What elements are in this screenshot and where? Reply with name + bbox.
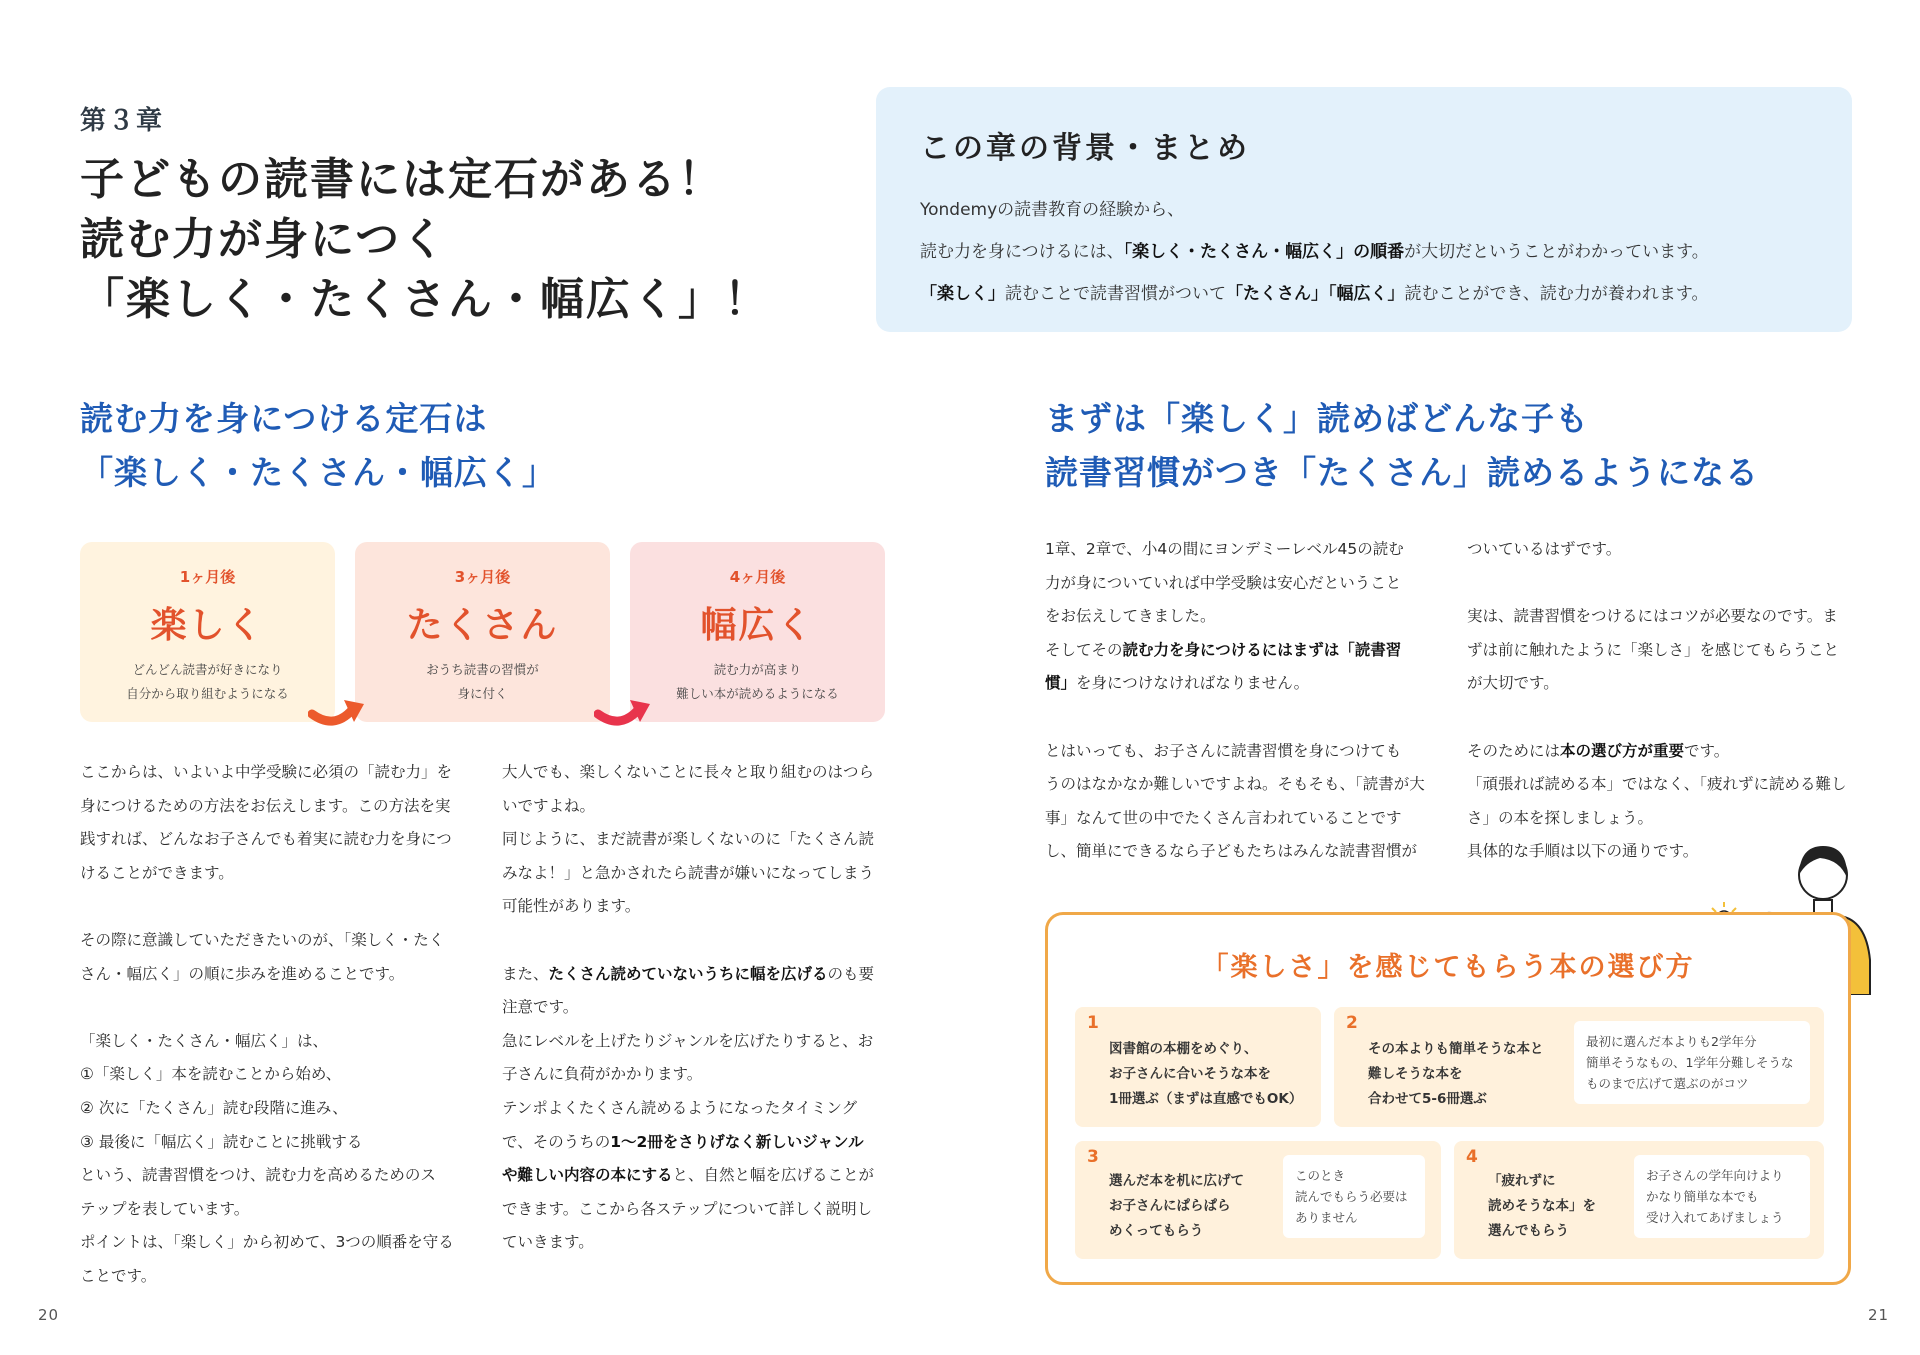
text-line: 事」なんて世の中でたくさん言われていることです — [1045, 808, 1402, 827]
note-line: このとき — [1295, 1168, 1346, 1183]
text-line: ③ 最後に「幅広く」読むことに挑戦する — [80, 1132, 363, 1151]
chapter-label: 第３章 — [80, 106, 165, 136]
text-line: ② 次に「たくさん」読む段階に進み、 — [80, 1098, 348, 1117]
right-heading-line-1: まずは「楽しく」読めばどんな子も — [1045, 399, 1589, 438]
step-text — [1109, 1169, 1244, 1244]
step-text-line: その本よりも簡単そうな本と — [1368, 1041, 1544, 1057]
text-line: 急にレベルを上げたりジャンルを広げたりすると、お — [502, 1031, 874, 1050]
step-desc-line: 難しい本が読めるようになる — [676, 686, 839, 701]
text-line: が大切です。 — [1467, 674, 1559, 693]
step-when: 1ヶ月後 — [179, 568, 236, 586]
text-line: し、簡単にできるなら子どもたちはみんな読書習慣が — [1045, 842, 1418, 861]
step-desc-line: 自分から取り組むようになる — [126, 686, 289, 701]
left-body-column-1 — [80, 756, 470, 1294]
step-number: 2 — [1346, 1013, 1358, 1033]
text-line: 実は、読書習慣をつけるにはコツが必要なのです。ま — [1467, 607, 1838, 626]
text-line: さ」の本を探しましょう。 — [1467, 808, 1654, 827]
step-number: 4 — [1466, 1147, 1478, 1167]
step-text — [1109, 1037, 1302, 1112]
text-line: 「頑張れば読める本」ではなく、「疲れずに読める難し — [1467, 775, 1847, 794]
summary-box — [876, 87, 1852, 332]
summary-line-3: 「楽しく」読むことで読書習慣がついて「たくさん」「幅広く」読むことができ、読む力が養われます。 — [920, 284, 1709, 304]
text-line: テップを表しています。 — [80, 1199, 250, 1218]
step-word: たくさん — [406, 605, 559, 646]
step-text-line: 選んだ本を机に広げて — [1109, 1173, 1244, 1189]
summary-line-1: Yondemyの読書教育の経験から、 — [920, 200, 1185, 220]
text-line: 子さんに負荷がかかります。 — [502, 1065, 703, 1084]
text-line: 「楽しく・たくさん・幅広く」は、 — [80, 1031, 329, 1050]
text-line: 注意です。 — [502, 998, 579, 1017]
page-title — [80, 150, 770, 330]
step-when: 4ヶ月後 — [729, 568, 786, 586]
text-line: や難しい内容の本にすると、自然と幅を広げることが — [502, 1166, 875, 1185]
selection-step-3 — [1075, 1141, 1441, 1259]
step-desc — [355, 658, 610, 706]
text-line: さん・幅広く」の順に歩みを進めることです。 — [80, 964, 405, 983]
step-text — [1368, 1037, 1544, 1112]
text-line: とはいっても、お子さんに読書習慣を身につけても — [1045, 741, 1402, 760]
text-line: ここからは、いよいよ中学受験に必須の「読む力」を — [80, 763, 453, 781]
note-line: ありません — [1295, 1210, 1358, 1225]
step-text-line: 読めそうな本」を — [1488, 1198, 1596, 1214]
page-number-right: 21 — [1868, 1306, 1890, 1324]
step-desc-line: 身に付く — [457, 686, 508, 701]
text-line: 践すれば、どんなお子さんでも着実に読む力を身につ — [80, 830, 452, 849]
step-desc — [630, 658, 885, 706]
text-line: ていきます。 — [502, 1233, 594, 1252]
text-line: ことです。 — [80, 1266, 157, 1285]
text-line: 具体的な手順は以下の通りです。 — [1467, 842, 1699, 861]
text-line: ずは前に触れたように「楽しさ」を感じてもらうこと — [1467, 640, 1840, 659]
note-line: お子さんの学年向けより — [1646, 1168, 1784, 1183]
text-line: ①「楽しく」本を読むことから始め、 — [80, 1065, 342, 1084]
text-line: また、たくさん読めていないうちに幅を広げるのも要 — [502, 964, 875, 983]
text-line: けることができます。 — [80, 863, 234, 882]
selection-step-4 — [1454, 1141, 1824, 1259]
right-body-column-1 — [1045, 533, 1445, 869]
text-line: 身につけるための方法をお伝えします。この方法を実 — [80, 796, 451, 815]
summary-line-2: 読む力を身につけるには、「楽しく・たくさん・幅広く」の順番が大切だということがわかっています。 — [920, 242, 1709, 262]
text-line: という、読書習慣をつけ、読む力を高めるためのス — [80, 1166, 436, 1185]
text-line: みなよ！」と急かされたら読書が嫌いになってしまう — [502, 863, 875, 882]
step-note — [1574, 1021, 1810, 1104]
step-desc-line: おうち読書の習慣が — [426, 662, 539, 677]
book-selection-box — [1045, 912, 1851, 1285]
text-line: 力が身についていれば中学受験は安心だということ — [1045, 573, 1402, 592]
text-line: 慣」を身につけなければなりません。 — [1045, 674, 1310, 693]
step-number: 1 — [1087, 1013, 1099, 1033]
step-text-line: 図書館の本棚をめぐり、 — [1109, 1041, 1258, 1057]
step-desc — [80, 658, 335, 706]
step-note — [1283, 1155, 1425, 1238]
step-text-line: 1冊選ぶ（まずは直感でもOK） — [1109, 1091, 1303, 1107]
note-line: 最初に選んだ本よりも2学年分 — [1586, 1034, 1757, 1049]
page-number-left: 20 — [38, 1306, 60, 1324]
text-line: 同じように、まだ読書が楽しくないのに「たくさん読 — [502, 830, 875, 849]
step-when: 3ヶ月後 — [454, 568, 511, 586]
step-word: 幅広く — [700, 605, 815, 646]
step-card-tanoshiku — [80, 542, 335, 722]
note-line: 受け入れてあげましょう — [1646, 1210, 1784, 1225]
right-body-column-2 — [1467, 533, 1867, 869]
text-line: そのためには本の選び方が重要です。 — [1467, 741, 1730, 760]
summary-title: この章の背景・まとめ — [920, 131, 1250, 166]
text-line: をお伝えしてきました。 — [1045, 607, 1216, 626]
book-selection-title: 「楽しさ」を感じてもらう本の選び方 — [1201, 952, 1695, 983]
left-heading-line-1: 読む力を身につける定石は — [80, 399, 488, 438]
text-line: で、そのうちの1〜2冊をさりげなく新しいジャンル — [502, 1132, 864, 1151]
text-line: ついているはずです。 — [1467, 540, 1622, 558]
note-line: かなり簡単な本でも — [1646, 1189, 1759, 1204]
title-line-3: 「楽しく・たくさん・幅広く」！ — [80, 274, 770, 325]
step-card-habahiroku — [630, 542, 885, 722]
step-desc-line: 読む力が高まり — [713, 662, 802, 677]
step-text-line: 合わせて5-6冊選ぶ — [1368, 1091, 1487, 1107]
right-section-heading — [1045, 392, 1759, 500]
text-line: テンポよくたくさん読めるようになったタイミング — [502, 1098, 858, 1117]
title-line-2: 読む力が身につく — [80, 214, 448, 265]
text-line: ポイントは、「楽しく」から初めて、3つの順番を守る — [80, 1233, 454, 1252]
left-heading-line-2: 「楽しく・たくさん・幅広く」 — [80, 453, 556, 492]
selection-step-1 — [1075, 1007, 1321, 1127]
step-text-line: お子さんに合いそうな本を — [1109, 1066, 1271, 1082]
arrow-right-icon — [308, 692, 368, 732]
text-line: できます。ここから各ステップについて詳しく説明し — [502, 1199, 873, 1218]
step-card-takusan — [355, 542, 610, 722]
step-text-line: お子さんにぱらぱら — [1109, 1198, 1231, 1214]
text-line: 可能性があります。 — [502, 897, 641, 916]
note-line: 読んでもらう必要は — [1295, 1189, 1408, 1204]
text-line: 大人でも、楽しくないことに長々と取り組むのはつら — [502, 763, 875, 781]
right-heading-line-2: 読書習慣がつき「たくさん」読めるようになる — [1045, 453, 1759, 492]
text-line: そしてその読む力を身につけるにはまずは「読書習 — [1045, 640, 1402, 659]
left-body-column-2 — [502, 756, 892, 1260]
left-section-heading — [80, 392, 556, 500]
note-line: 簡単そうなもの、1学年分難しそうな — [1586, 1055, 1794, 1070]
step-text-line: 難しそうな本を — [1368, 1066, 1463, 1082]
arrow-right-icon — [594, 692, 654, 732]
step-text-line: めくってもらう — [1109, 1223, 1204, 1239]
text-line: その際に意識していただきたいのが、「楽しく・たく — [80, 930, 445, 949]
step-note — [1634, 1155, 1810, 1238]
step-text-line: 「疲れずに — [1488, 1173, 1556, 1189]
selection-step-2 — [1334, 1007, 1824, 1127]
text-line: いですよね。 — [502, 796, 596, 815]
text-line: うのはなかなか難しいですよね。そもそも、「読書が大 — [1045, 775, 1425, 794]
step-text — [1488, 1169, 1596, 1244]
step-text-line: 選んでもらう — [1488, 1223, 1569, 1239]
step-desc-line: どんどん読書が好きになり — [132, 662, 283, 677]
title-line-1: 子どもの読書には定石がある！ — [80, 154, 724, 205]
text-line: 1章、2章で、小4の間にヨンデミーレベル45の読む — [1045, 540, 1404, 558]
step-number: 3 — [1087, 1147, 1099, 1167]
step-word: 楽しく — [150, 605, 265, 646]
note-line: ものまで広げて選ぶのがコツ — [1586, 1076, 1749, 1091]
